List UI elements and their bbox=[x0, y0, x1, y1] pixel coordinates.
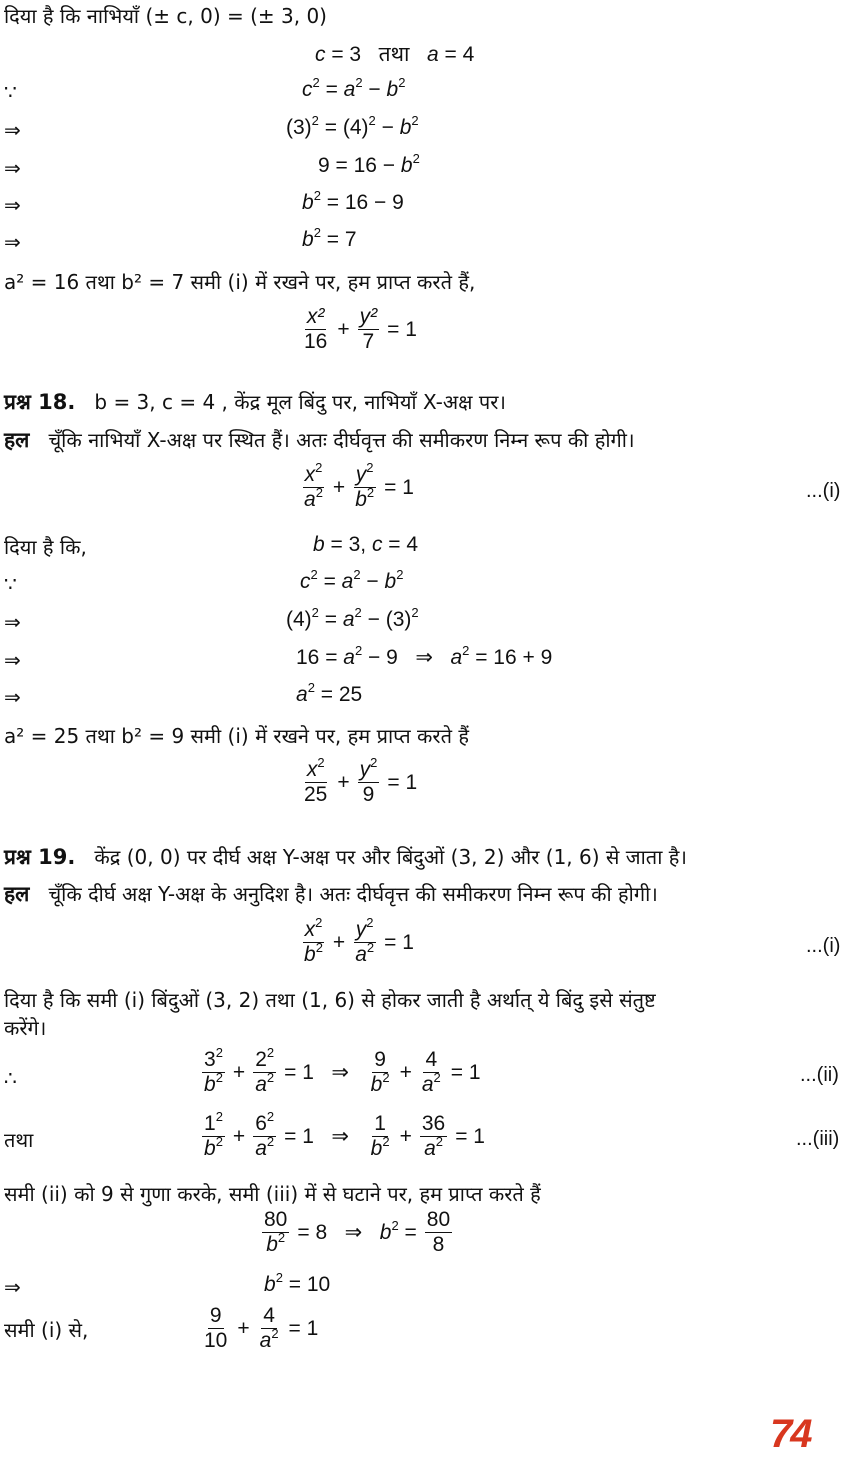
ellipse-equation-18: $\frac{x^2}{25}$ + $\frac{y^2}{9}$ = 1 bbox=[304, 755, 418, 806]
equation-9: $9 = 16 - b^2$ bbox=[318, 151, 420, 177]
ellipse-standard-form-19: $\frac{x^2}{b^2}$ + $\frac{y^2}{a^2}$ = 1 bbox=[304, 915, 414, 966]
implies-symbol: ⇒ bbox=[4, 156, 21, 180]
given-19-line1: दिया है कि समी (i) बिंदुओं (3, 2) तथा (1, 6) से होकर जाती है अर्थात् ये बिंदु इसे संतुष्ट bbox=[4, 988, 656, 1012]
equation-c2-18: $c^2 = a^2 - b^2$ bbox=[300, 567, 404, 593]
implies-symbol: ⇒ bbox=[4, 230, 21, 254]
equation-sub-18: $(4)^2 = a^2 - (3)^2$ bbox=[286, 605, 419, 631]
implies-symbol: ⇒ bbox=[4, 118, 21, 142]
question-19: प्रश्न 19. केंद्र (0, 0) पर दीर्घ अक्ष Y-अक्ष पर और बिंदुओं (3, 2) और (1, 6) से जाता है। bbox=[4, 845, 687, 869]
equation-b2-7: $b^2 = 7$ bbox=[302, 225, 357, 251]
given-foci-line: दिया है कि नाभियाँ (± c, 0) = (± 3, 0) bbox=[4, 4, 327, 28]
eq-tag-ii: ...(ii) bbox=[800, 1064, 839, 1086]
tatha-label: तथा bbox=[4, 1128, 34, 1152]
implies-symbol: ⇒ bbox=[4, 610, 21, 634]
implies-symbol: ⇒ bbox=[4, 193, 21, 217]
solution-18: हल चूँकि नाभियाँ X-अक्ष पर स्थित हैं। अतः दीर्घवृत्त की समीकरण निम्न रूप की होगी। bbox=[4, 428, 635, 452]
ellipse-standard-form-18: $\frac{x^2}{a^2}$ + $\frac{y^2}{b^2}$ = 1 bbox=[304, 460, 414, 511]
given-18: दिया है कि, bbox=[4, 535, 87, 559]
given-19-line2: करेंगे। bbox=[4, 1016, 47, 1040]
substitution-text: a² = 16 तथा b² = 7 समी (i) में रखने पर, हम प्राप्त करते हैं, bbox=[4, 270, 476, 294]
eq-tag-iii: ...(iii) bbox=[796, 1128, 840, 1150]
equation-16-18: $16 = a^2 - 9$ ⇒ $a^2 = 16 + 9$ bbox=[296, 643, 553, 669]
ellipse-equation-1: $\frac{\text{x²}}{16}$ + $\frac{\text{y²}}{7}$ = 1 bbox=[304, 305, 417, 353]
given-18-values: b = 3, c = 4 bbox=[313, 533, 419, 556]
equation-substitute: $(3)^2 = (4)^2 - b^2$ bbox=[286, 113, 419, 139]
therefore-symbol: ∴ bbox=[4, 1066, 17, 1090]
c-a-values: c = 3 तथा a = 4 bbox=[315, 43, 475, 66]
multiply-subtract-text: समी (ii) को 9 से गुणा करके, समी (iii) में से घटाने पर, हम प्राप्त करते हैं bbox=[4, 1182, 541, 1206]
from-eq-i: समी (i) से, bbox=[4, 1318, 89, 1342]
implies-symbol: ⇒ bbox=[4, 685, 21, 709]
equation-80-b2: $\frac{80}{b^2}$ = 8 ⇒ $b^2$ = $\frac{80}{8}$ bbox=[264, 1208, 451, 1256]
implies-symbol: ⇒ bbox=[4, 648, 21, 672]
equation-b2-diff: $b^2 = 16 - 9$ bbox=[302, 188, 404, 214]
equation-a2-25: $a^2 = 25$ bbox=[296, 680, 363, 706]
question-18: प्रश्न 18. b = 3, c = 4 , केंद्र मूल बिंदु पर, नाभियाँ X-अक्ष पर। bbox=[4, 390, 506, 414]
implies-symbol: ⇒ bbox=[4, 1275, 21, 1299]
because-symbol: ∵ bbox=[4, 80, 17, 104]
equation-ii: $\frac{3^2}{b^2}$ + $\frac{2^2}{a^2}$ = 1 ⇒ $\frac{9}{b^2}$ + $\frac{4}{a^2}$ = 1 bbox=[204, 1045, 481, 1096]
because-symbol: ∵ bbox=[4, 572, 17, 596]
equation-b2-10: $b^2 = 10$ bbox=[264, 1270, 331, 1296]
equation-c2: $c^2 = a^2 - b^2$ bbox=[302, 75, 406, 101]
substitution-text-18: a² = 25 तथा b² = 9 समी (i) में रखने पर, हम प्राप्त करते हैं bbox=[4, 724, 469, 748]
eq-tag-i-19: ...(i) bbox=[806, 935, 841, 957]
equation-final: $\frac{9}{10}$ + $\frac{4}{a^2}$ = 1 bbox=[204, 1304, 319, 1352]
solution-19: हल चूँकि दीर्घ अक्ष Y-अक्ष के अनुदिश है। अतः दीर्घवृत्त की समीकरण निम्न रूप की होगी। bbox=[4, 882, 658, 906]
equation-iii: $\frac{1^2}{b^2}$ + $\frac{6^2}{a^2}$ = 1 ⇒ $\frac{1}{b^2}$ + $\frac{36}{a^2}$ = 1 bbox=[204, 1109, 485, 1160]
page-number: 74 bbox=[770, 1412, 811, 1456]
eq-tag-i: ...(i) bbox=[806, 480, 841, 502]
